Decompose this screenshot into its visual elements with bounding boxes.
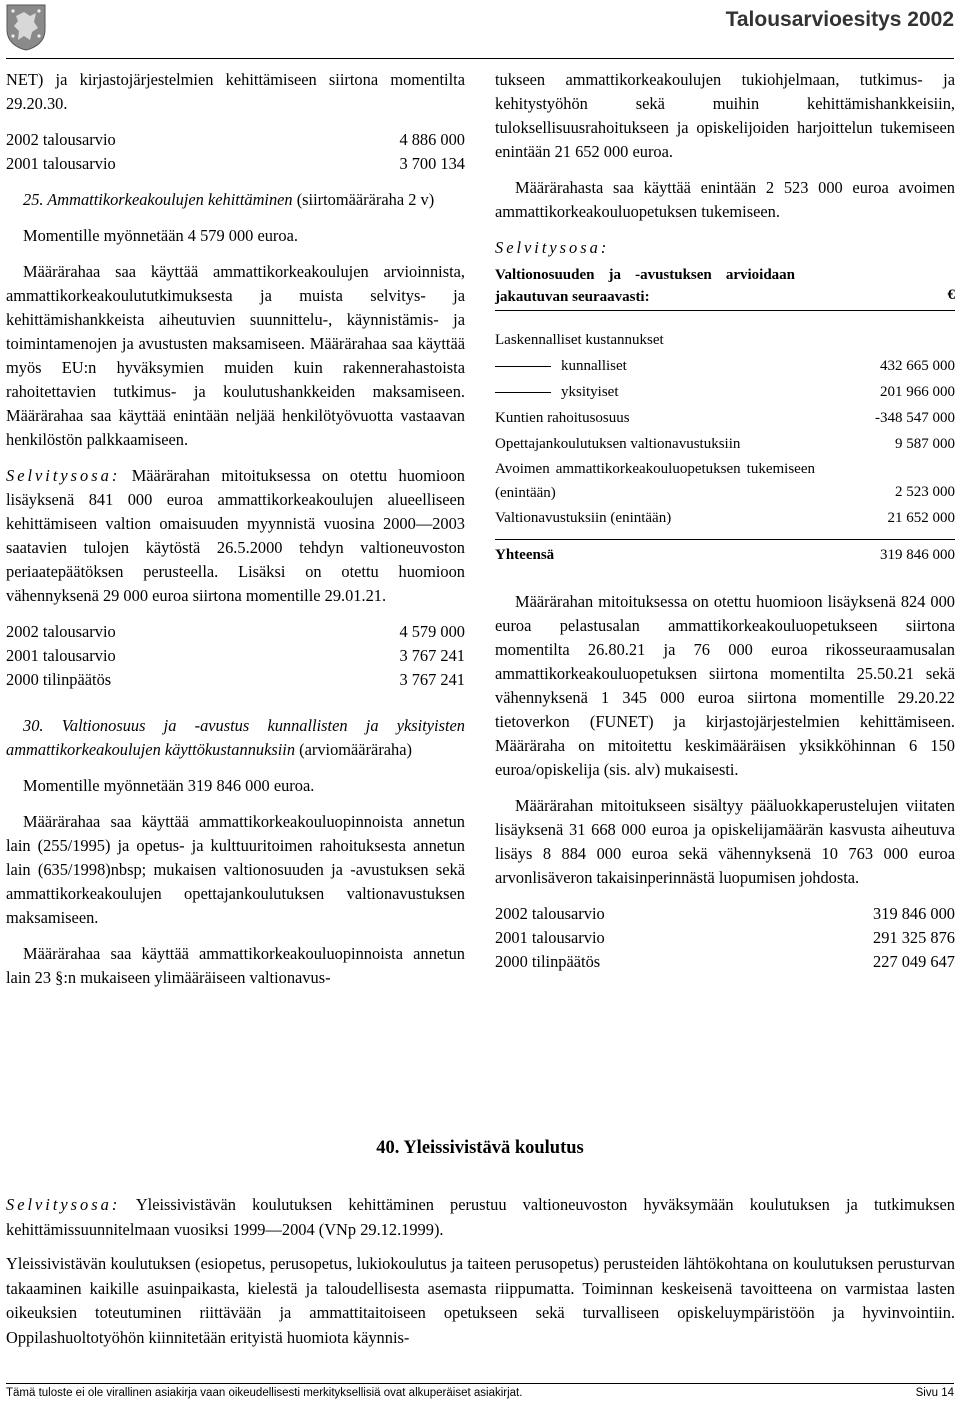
paragraph: Selvitysosa: Yleissivistävän koulutuksen kehittäminen perustuu valtioneuvoston hyväksymään koulutuksen ja tutkimuksen kehittämissuunnitelmaan vuosiksi 1999—2004 (VNp 29.12.1999). xyxy=(6,1195,955,1239)
table-header xyxy=(495,264,955,311)
paragraph: tukseen ammattikorkeakoulujen tukiohjelmaan, tutkimus- ja kehitystyöhön sekä muihin kehittämishankkeisiin, tuloksellisuusrahoitukseen ja opiskelijoiden harjoittelun tukemiseen enintään 21 652 000 euroa. xyxy=(495,70,955,161)
budget-summary xyxy=(6,620,465,692)
paragraph: Määrärahasta saa käyttää enintään 2 523 000 euroa avoimen ammattikorkeakouluopetuksen tukemiseen. xyxy=(495,178,955,221)
item-heading: 30. Valtionosuus ja -avustus kunnallisten ja yksityisten ammattikorkeakoulujen käyttökustannuksiin (arviomääräraha) xyxy=(6,716,465,759)
section-body xyxy=(6,1252,955,1360)
table-row: Kuntien rahoitusosuus -348 547 000 xyxy=(495,410,955,426)
footer-divider xyxy=(6,1383,954,1384)
budget-row: 2002 talousarvio 319 846 000 xyxy=(495,904,955,923)
budget-row: 2000 tilinpäätös 227 049 647 xyxy=(495,952,955,971)
momentti-text: Momentille myönnetään 4 579 000 euroa. xyxy=(23,226,298,245)
selvitysosa-paragraph: Selvitysosa: Määrärahan mitoituksessa on otettu huomioon lisäyksenä 841 000 euroa ammattikorkeakoulujen alueelliseen kehittämiseen valtion omaisuuden myynnistä vuosina 2000—2003 saatavien tulojen käytöstä 26.5.2000 tehdyn valtioneuvoston periaatepäätöksen perusteella. Lisäksi on otettu huomioon vähennyksenä 29 000 euroa siirtona momentille 29.01.21. xyxy=(6,466,465,605)
currency-unit: € xyxy=(947,287,955,303)
page-number: Sivu 14 xyxy=(915,1387,954,1399)
right-column xyxy=(495,68,955,986)
budget-row: 2002 talousarvio 4 579 000 xyxy=(6,622,465,641)
paragraph: NET) ja kirjastojärjestelmien kehittämiseen siirtona momentilta 29.20.30. xyxy=(6,70,465,113)
table-header-label: Valtionosuuden ja -avustuksen arvioidaan jakautuvan seuraavasti: xyxy=(495,267,795,305)
paragraph: Määrärahaa saa käyttää ammattikorkeakouluopinnoista annetun lain (255/1995) ja opetus- ja kulttuuritoimen rahoituksesta annetun lain (635/1998)nbsp; mukaisen valtionosuuden ja -avustuksen sekä ammattikorkeakoulujen opettajankoulutuksen valtionavustuksen maksamiseen. xyxy=(6,812,465,927)
footer xyxy=(6,1387,954,1399)
table-row: Avoimen ammattikorkeakouluopetuksen tukemiseen (enintään) 2 523 000 xyxy=(495,461,955,501)
left-column xyxy=(6,68,465,1002)
paragraph: Määrärahan mitoituksessa on otettu huomioon lisäyksenä 824 000 euroa pelastusalan ammattikorkeakouluopetukseen siirtona momentilta 26.80.21 ja 76 000 euroa rikosseuraamusalan ammattikorkeakouluopetuksen siirtona momentilta 25.50.21 sekä vähennyksenä 1 345 000 euroa siirtona momentille 29.20.22 tietoverkon (FUNET) ja kirjastojärjestelmien kehittämiseen. Määräraha on mitoitettu keskimääräisen yksikköhinnan 6 150 euroa/opiskelija (sis. alv) mukaisesti. xyxy=(495,592,955,779)
coat-of-arms-logo xyxy=(4,2,48,52)
budget-row: 2001 talousarvio 3 767 241 xyxy=(6,646,465,665)
budget-row: 2000 tilinpäätös 3 767 241 xyxy=(6,670,465,689)
momentti-text: Momentille myönnetään 319 846 000 euroa. xyxy=(23,776,315,795)
paragraph: Määrärahaa saa käyttää ammattikorkeakouluopinnoista annetun lain 23 §:n mukaiseen ylimääräiseen valtionavus- xyxy=(6,944,465,987)
table-row: Opettajankoulutuksen valtionavustuksiin 9 587 000 xyxy=(495,436,955,452)
allocation-table xyxy=(495,264,955,568)
section-selvitysosa xyxy=(6,1193,955,1252)
document-title: Talousarvioesitys 2002 xyxy=(725,8,954,31)
paragraph: Määrärahan mitoitukseen sisältyy pääluokkaperustelujen viitaten lisäyksenä 31 668 000 euroa ja opiskelijamäärän kasvusta aiheutuva lisäys 8 884 000 euroa sekä vähennyksenä 10 763 000 euroa arvonlisäveron takaisinperinnästä luopumisen johdosta. xyxy=(495,796,955,887)
table-total-row: Yhteensä 319 846 000 xyxy=(495,539,955,568)
footer-disclaimer: Tämä tuloste ei ole virallinen asiakirja vaan oikeudellisesti merkityksellisiä ovat alkuperäiset asiakirjat. xyxy=(6,1387,523,1399)
budget-summary xyxy=(495,902,955,974)
header-divider xyxy=(6,58,954,59)
section-heading: 40. Yleissivistävä koulutus xyxy=(376,1138,584,1158)
paragraph: Yleissivistävän koulutuksen (esiopetus, perusopetus, lukiokoulutus ja taiteen perusopetus) perusteiden lähtökohtana on koulutuksen perusturvan takaaminen kaikille asuinpaikasta, kielestä ja taloudellisesta asemasta riippumatta. Toiminnan keskeisenä tavoitteena on varmistaa lasten oikeuksien toteutuminen riittävään ja ammattitaitoiseen opetukseen sekä turvalliseen opiskeluympäristöön ja hyvinvointiin. Oppilashuoltotyöhön kiinnitetään erityistä huomiota käynnis- xyxy=(6,1254,955,1347)
selvitysosa-label: Selvitysosa: xyxy=(495,238,610,257)
table-row: Valtionavustuksiin (enintään) 21 652 000 xyxy=(495,510,955,526)
budget-row: 2001 talousarvio 291 325 876 xyxy=(495,928,955,947)
table-row: yksityiset 201 966 000 xyxy=(495,379,955,405)
item-heading: 25. Ammattikorkeakoulujen kehittäminen (siirtomääräraha 2 v) xyxy=(23,190,435,209)
table-row: Laskennalliset kustannukset xyxy=(495,332,664,348)
budget-summary xyxy=(6,128,465,176)
table-row: kunnalliset 432 665 000 xyxy=(495,353,955,379)
paragraph: Määrärahaa saa käyttää ammattikorkeakoulujen arvioinnista, ammattikorkeakoulututkimuksesta ja muista selvitys- ja kehittämishankkeista aiheutuvien suunnittelu-, käynnistämis- ja toimintamenojen ja avustusten maksamiseen. Määrärahaa saa käyttää myös EU:n hyväksymien muiden kuin rakennerahastoista rahoitettavien tutkimus- ja koulutushankkeiden maksamiseen. Määrärahaa saa käyttää enintään neljää henkilötyövuotta vastaavan henkilöstön palkkaamiseen. xyxy=(6,262,465,449)
budget-row: 2001 talousarvio 3 700 134 xyxy=(6,154,465,173)
budget-row: 2002 talousarvio 4 886 000 xyxy=(6,130,465,149)
